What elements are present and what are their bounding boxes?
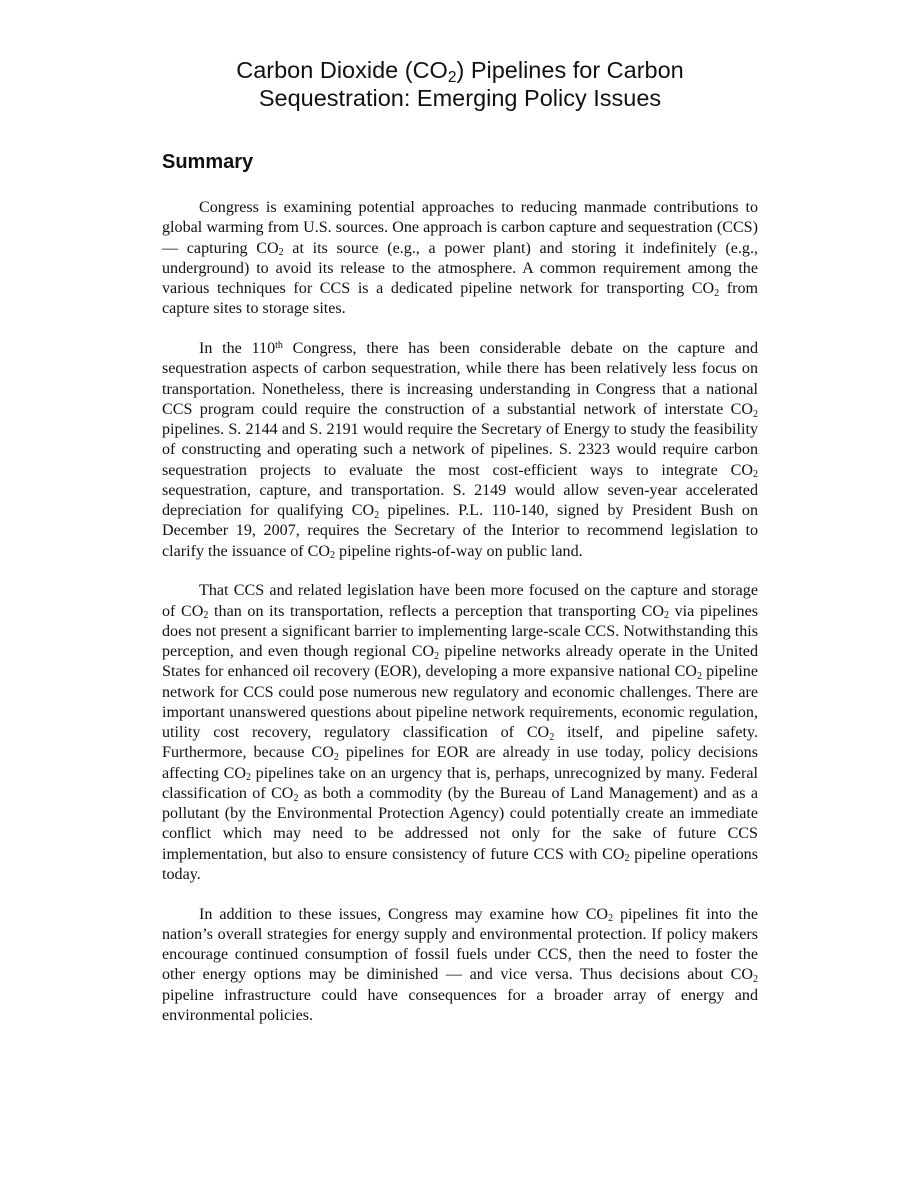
- title-subscript: 2: [447, 69, 457, 87]
- text-run: sequestration, capture, and transportation. S. 2149 would allow seven-year accelerated depreciation for qualifying CO: [162, 481, 758, 519]
- document-title: [162, 56, 758, 112]
- summary-paragraph: [162, 581, 758, 885]
- title-text-a: Carbon Dioxide (CO: [236, 57, 448, 83]
- subscript: 2: [624, 853, 630, 865]
- summary-paragraph: [162, 198, 758, 320]
- subscript: 2: [278, 247, 284, 259]
- subscript: 2: [714, 287, 720, 299]
- subscript: 2: [753, 469, 758, 481]
- text-run: pipelines. P.L. 110-140, signed by President Bush on December 19, 2007, requires the Secretary of the Interior to recommend legislation to clarify the issuance of CO: [162, 502, 758, 560]
- text-run: pipelines for EOR are already in use today, policy decisions affecting CO: [162, 744, 758, 782]
- subscript: 2: [549, 731, 555, 743]
- text-run: Congress, there has been considerable debate on the capture and sequestration aspects of carbon sequestration, while there has been relatively less focus on transportation. Nonetheless, there is increasing understanding in Congress that a national CCS program could require the construction of a substantial network of interstate CO: [162, 340, 758, 418]
- title-line-1: [162, 56, 758, 87]
- text-run: as both a commodity (by the Bureau of Land Management) and as a pollutant (by the Environmental Protection Agency) could potentially create an immediate conflict which may need to be addressed not only for the sake of future CCS implementation, but also to ensure consistency of future CCS with CO: [162, 784, 759, 863]
- title-text-b: ) Pipelines for Carbon: [456, 57, 684, 83]
- text-run: pipeline infrastructure could have consequences for a broader array of energy and environmental policies.: [162, 986, 758, 1024]
- subscript: 2: [330, 550, 336, 562]
- subscript: 2: [753, 408, 758, 420]
- text-run: pipelines fit into the nation’s overall strategies for energy supply and environmental protection. If policy makers encourage continued consumption of fossil fuels under CCS, then the need to foster the other energy options may be diminished — and vice versa. Thus decisions about CO: [162, 905, 758, 984]
- subscript: 2: [663, 610, 669, 622]
- text-run: than on its transportation, reflects a perception that transporting CO: [208, 602, 664, 620]
- text-run: In the 110: [199, 340, 276, 357]
- text-run: pipelines. S. 2144 and S. 2191 would require the Secretary of Energy to study the feasibility of constructing and operating such a network of pipelines. S. 2323 would require carbon sequestration projects to evaluate the most cost-efficient ways to integrate CO: [162, 421, 758, 479]
- summary-paragraph: [162, 905, 758, 1027]
- title-line-2: Sequestration: Emerging Policy Issues: [258, 85, 662, 111]
- subscript: 2: [753, 974, 758, 986]
- text-run: via pipelines does not present a significant barrier to implementing large-scale CCS. Notwithstanding this perception, and even though regional CO: [162, 602, 758, 660]
- summary-paragraph: [162, 339, 758, 562]
- text-run: pipeline network for CCS could pose numerous new regulatory and economic challenges. There are important unanswered questions about pipeline network requirements, economic regulation, utility cost recovery, regulatory classification of CO: [162, 663, 758, 741]
- text-run: from capture sites to storage sites.: [162, 280, 759, 318]
- text-run: pipeline networks already operate in the United States for enhanced oil recovery (EOR), developing a more expansive national CO: [162, 643, 758, 681]
- subscript: 2: [333, 752, 339, 764]
- subscript: 2: [293, 792, 299, 804]
- text-run: pipeline rights-of-way on public land.: [335, 542, 583, 560]
- summary-heading: Summary: [162, 151, 254, 173]
- subscript: 2: [203, 610, 209, 622]
- text-run: In addition to these issues, Congress may examine how CO: [199, 905, 609, 923]
- subscript: 2: [608, 913, 614, 925]
- subscript: 2: [696, 671, 702, 683]
- subscript: 2: [245, 772, 251, 784]
- summary-body: [162, 198, 758, 1026]
- superscript: th: [275, 339, 283, 351]
- text-run: itself, and pipeline safety. Furthermore, because CO: [162, 724, 759, 762]
- text-run: at its source (e.g., a power plant) and storing it indefinitely (e.g., underground) to avoid its release to the atmosphere. A common requirement among the various techniques for CCS is a dedicated pipeline network for transporting CO: [162, 239, 758, 297]
- subscript: 2: [434, 650, 440, 662]
- subscript: 2: [374, 509, 380, 521]
- document-page: [162, 56, 758, 1046]
- text-run: pipeline operations today.: [162, 845, 758, 883]
- text-run: That CCS and related legislation have been more focused on the capture and storage of CO: [162, 582, 758, 620]
- text-run: pipelines take on an urgency that is, perhaps, unrecognized by many. Federal classification of CO: [162, 764, 758, 802]
- text-run: Congress is examining potential approaches to reducing manmade contributions to global warming from U.S. sources. One approach is carbon capture and sequestration (CCS) — capturing CO: [162, 199, 758, 257]
